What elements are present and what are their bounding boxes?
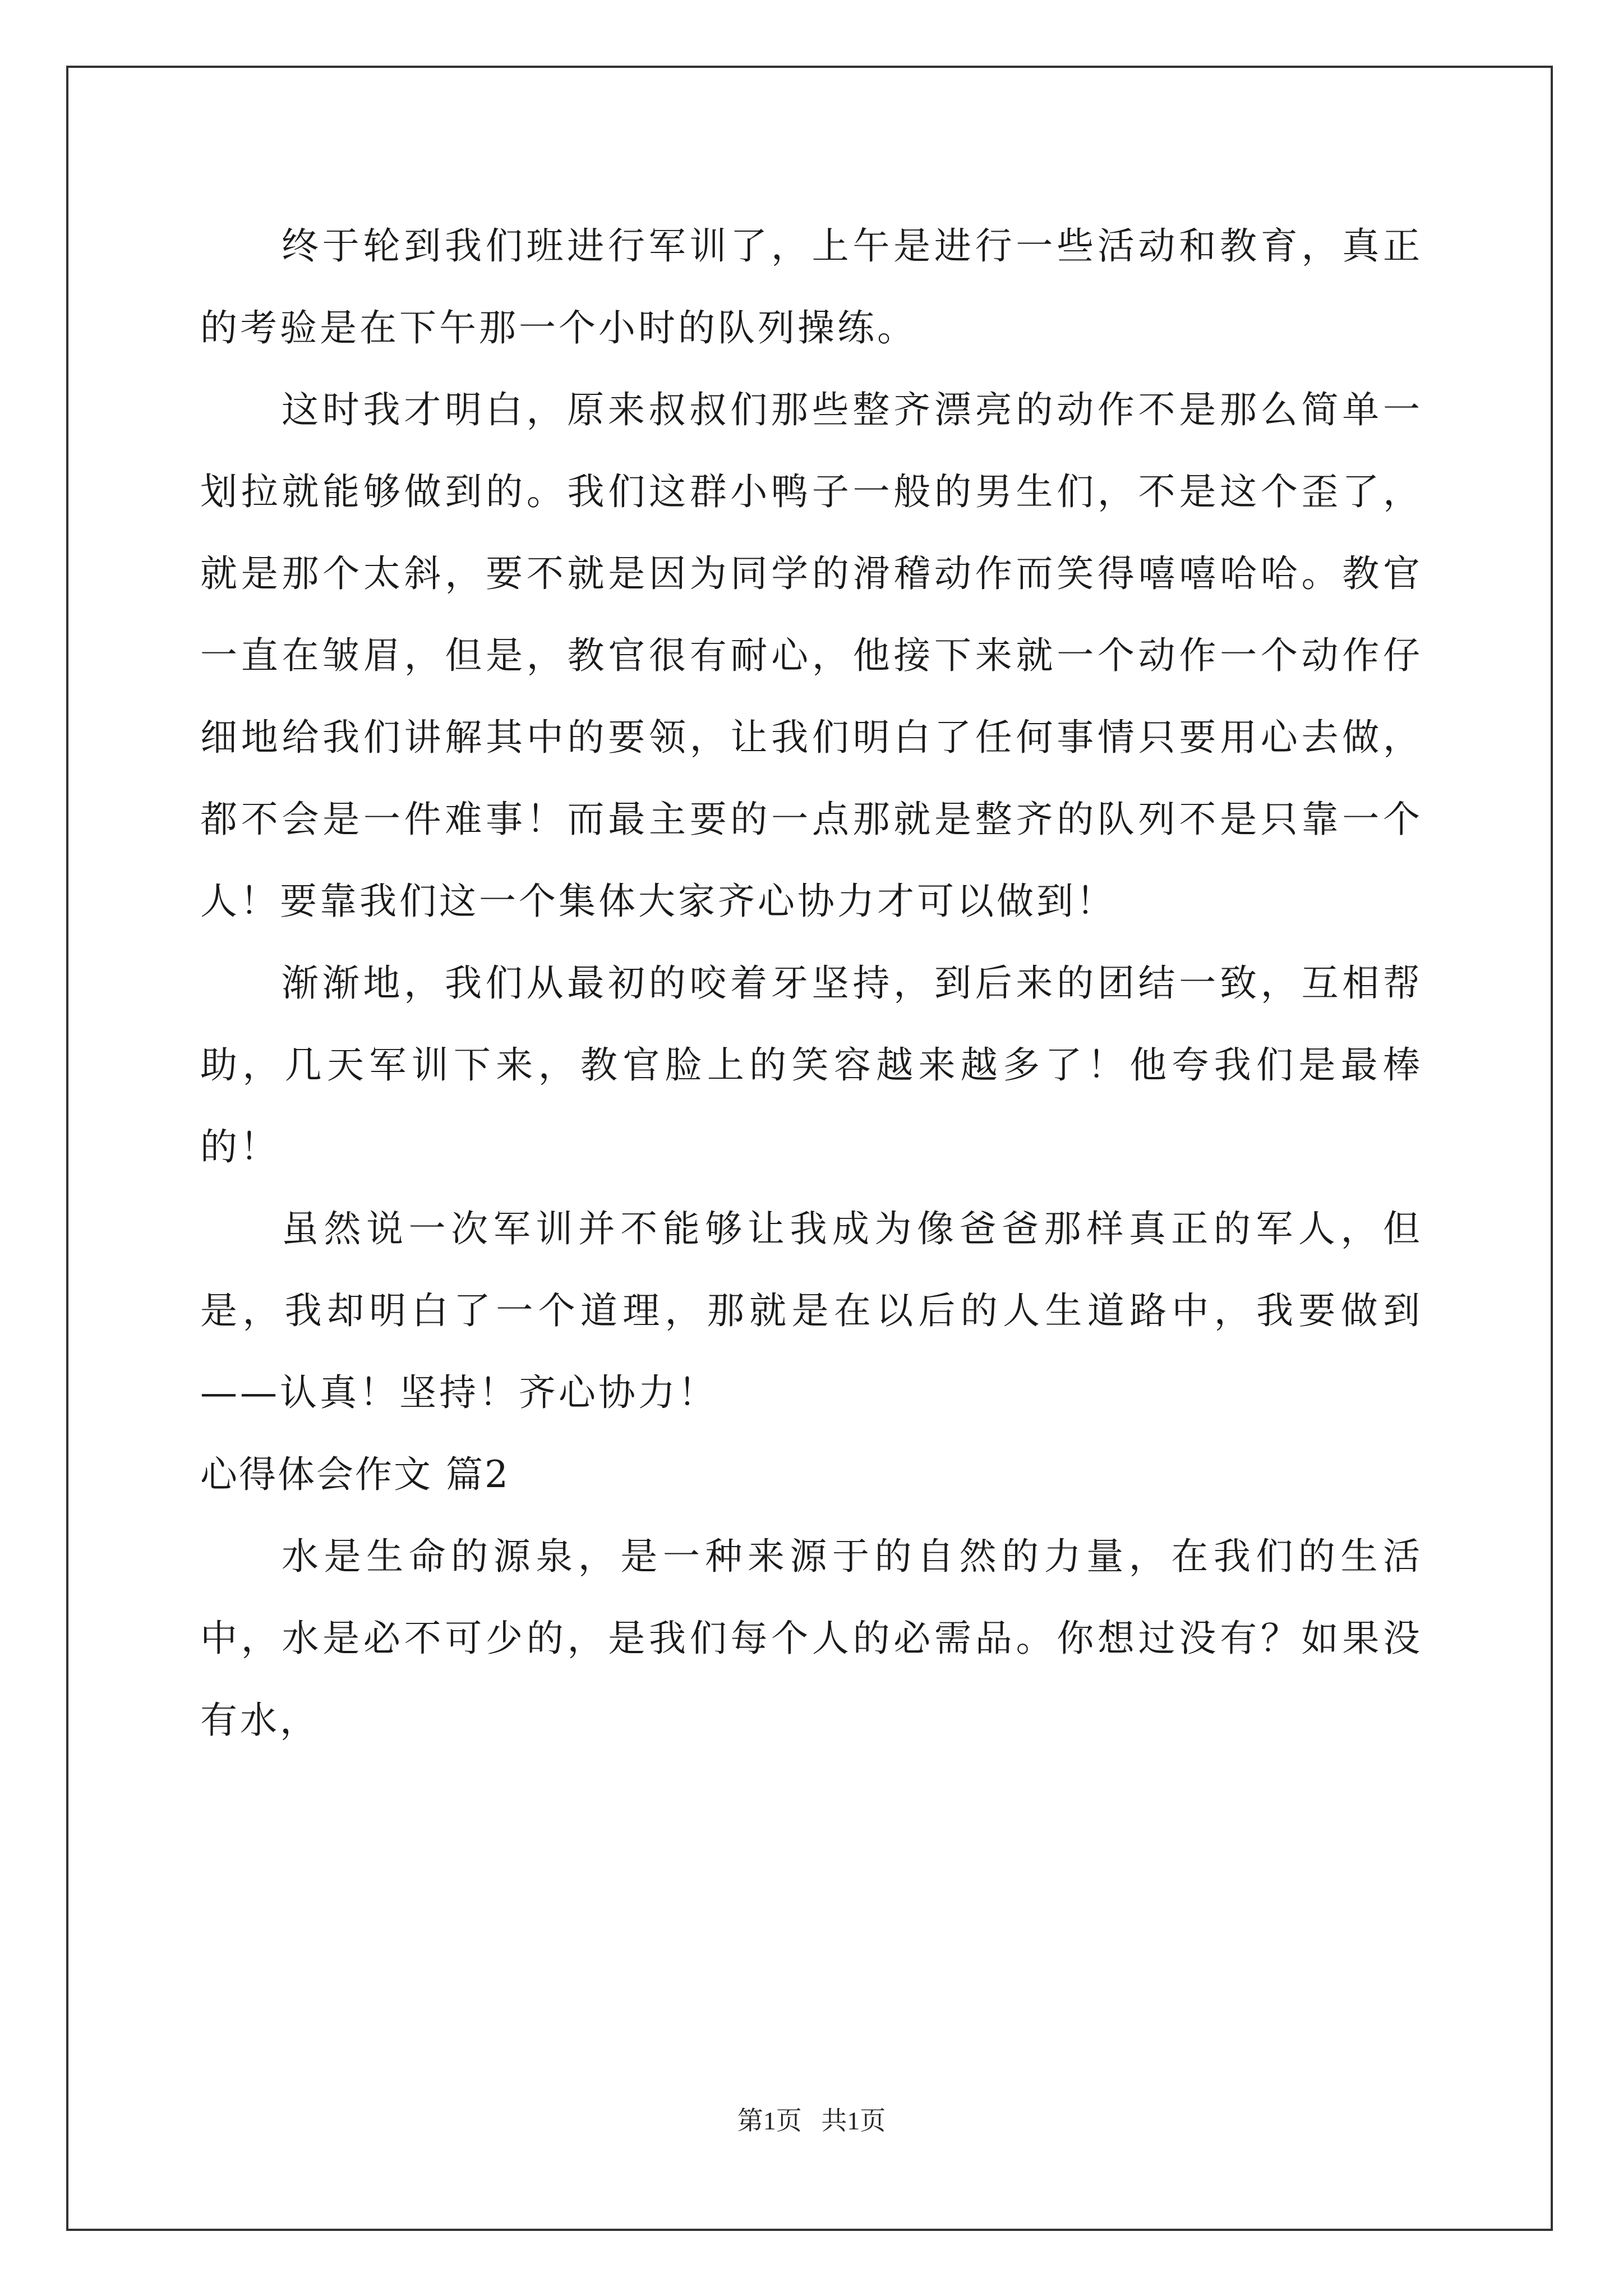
paragraph-4: 虽然说一次军训并不能够让我成为像爸爸那样真正的军人，但是，我却明白了一个道理，那就是在以后的人生道路中，我要做到——认真！坚持！齐心协力！ (200, 1207, 1423, 1414)
page-number-label: 第1页 (737, 2106, 802, 2135)
paragraph-1: 终于轮到我们班进行军训了，上午是进行一些活动和教育，真正的考验是在下午那一个小时的队列操练。 (200, 224, 1423, 349)
paragraph-5: 水是生命的源泉，是一种来源于的自然的力量，在我们的生活中，水是必不可少的，是我们每个人的必需品。你想过没有？如果没有水， (200, 1535, 1423, 1742)
page-footer (0, 2100, 1623, 2137)
page-total-label: 共1页 (821, 2106, 886, 2135)
document-body (200, 205, 1423, 1761)
paragraph-2: 这时我才明白，原来叔叔们那些整齐漂亮的动作不是那么简单一划拉就能够做到的。我们这群小鸭子一般的男生们，不是这个歪了，就是那个太斜，要不就是因为同学的滑稽动作而笑得嘻嘻哈哈。教官一直在皱眉，但是，教官很有耐心，他接下来就一个动作一个动作仔细地给我们讲解其中的要领，让我们明白了任何事情只要用心去做，都不会是一件难事！而最主要的一点那就是整齐的队列不是只靠一个人！要靠我们这一个集体大家齐心协力才可以做到！ (200, 388, 1423, 923)
section-heading: 心得体会作文 篇2 (200, 1453, 510, 1496)
paragraph-3: 渐渐地，我们从最初的咬着牙坚持，到后来的团结一致，互相帮助，几天军训下来，教官脸上的笑容越来越多了！他夸我们是最棒的！ (200, 961, 1423, 1168)
